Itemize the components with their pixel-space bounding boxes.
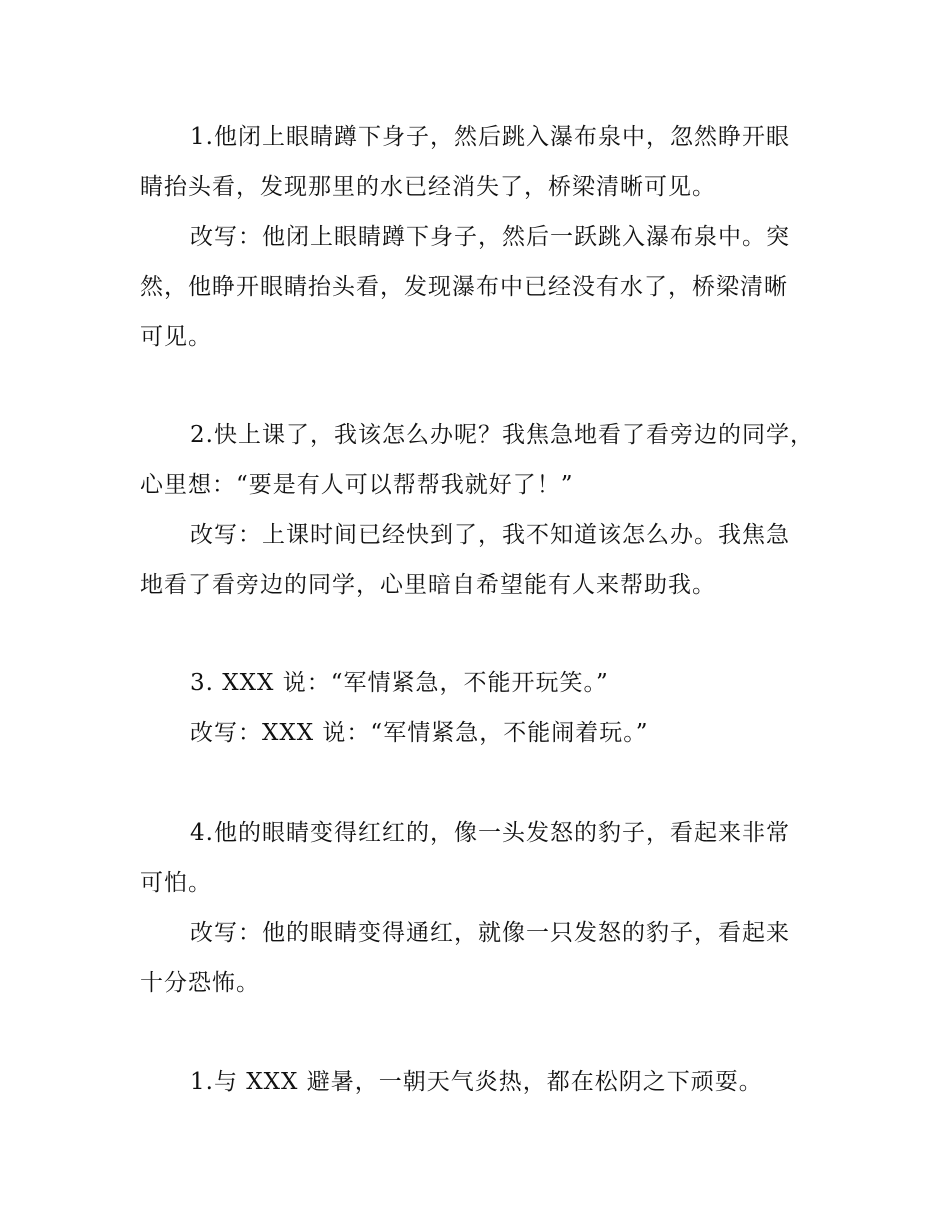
rewrite-4-line-1: 改写：他的眼睛变得通红，就像一只发怒的豹子，看起来 bbox=[190, 920, 790, 946]
paragraph-4-line-1: 4.他的眼睛变得红红的，像一头发怒的豹子，看起来非常 bbox=[190, 820, 790, 846]
paragraph-2-line-2: 心里想：“要是有人可以帮帮我就好了！” bbox=[140, 472, 574, 498]
paragraph-5-line-1: 1.与 XXX 避暑，一朝天气炎热，都在松阴之下顽耍。 bbox=[190, 1069, 763, 1095]
rewrite-1-line-3: 可见。 bbox=[140, 324, 212, 350]
paragraph-1-line-1: 1.他闭上眼睛蹲下身子，然后跳入瀑布泉中，忽然睁开眼 bbox=[190, 124, 790, 150]
paragraph-4-line-2: 可怕。 bbox=[140, 870, 212, 896]
paragraph-1-line-2: 睛抬头看，发现那里的水已经消失了，桥梁清晰可见。 bbox=[140, 174, 716, 200]
rewrite-1-line-2: 然，他睁开眼睛抬头看，发现瀑布中已经没有水了，桥梁清晰 bbox=[140, 274, 788, 300]
paragraph-2-line-1: 2.快上课了，我该怎么办呢？我焦急地看了看旁边的同学， bbox=[190, 422, 814, 448]
rewrite-1-line-1: 改写：他闭上眼睛蹲下身子，然后一跃跳入瀑布泉中。突 bbox=[190, 224, 790, 250]
rewrite-4-line-2: 十分恐怖。 bbox=[140, 970, 260, 996]
rewrite-3-line-1: 改写：XXX 说：“军情紧急，不能闹着玩。” bbox=[190, 720, 649, 746]
rewrite-2-line-1: 改写：上课时间已经快到了，我不知道该怎么办。我焦急 bbox=[190, 522, 790, 548]
paragraph-3-line-1: 3. XXX 说：“军情紧急，不能开玩笑。” bbox=[190, 670, 609, 696]
rewrite-2-line-2: 地看了看旁边的同学，心里暗自希望能有人来帮助我。 bbox=[140, 572, 716, 598]
